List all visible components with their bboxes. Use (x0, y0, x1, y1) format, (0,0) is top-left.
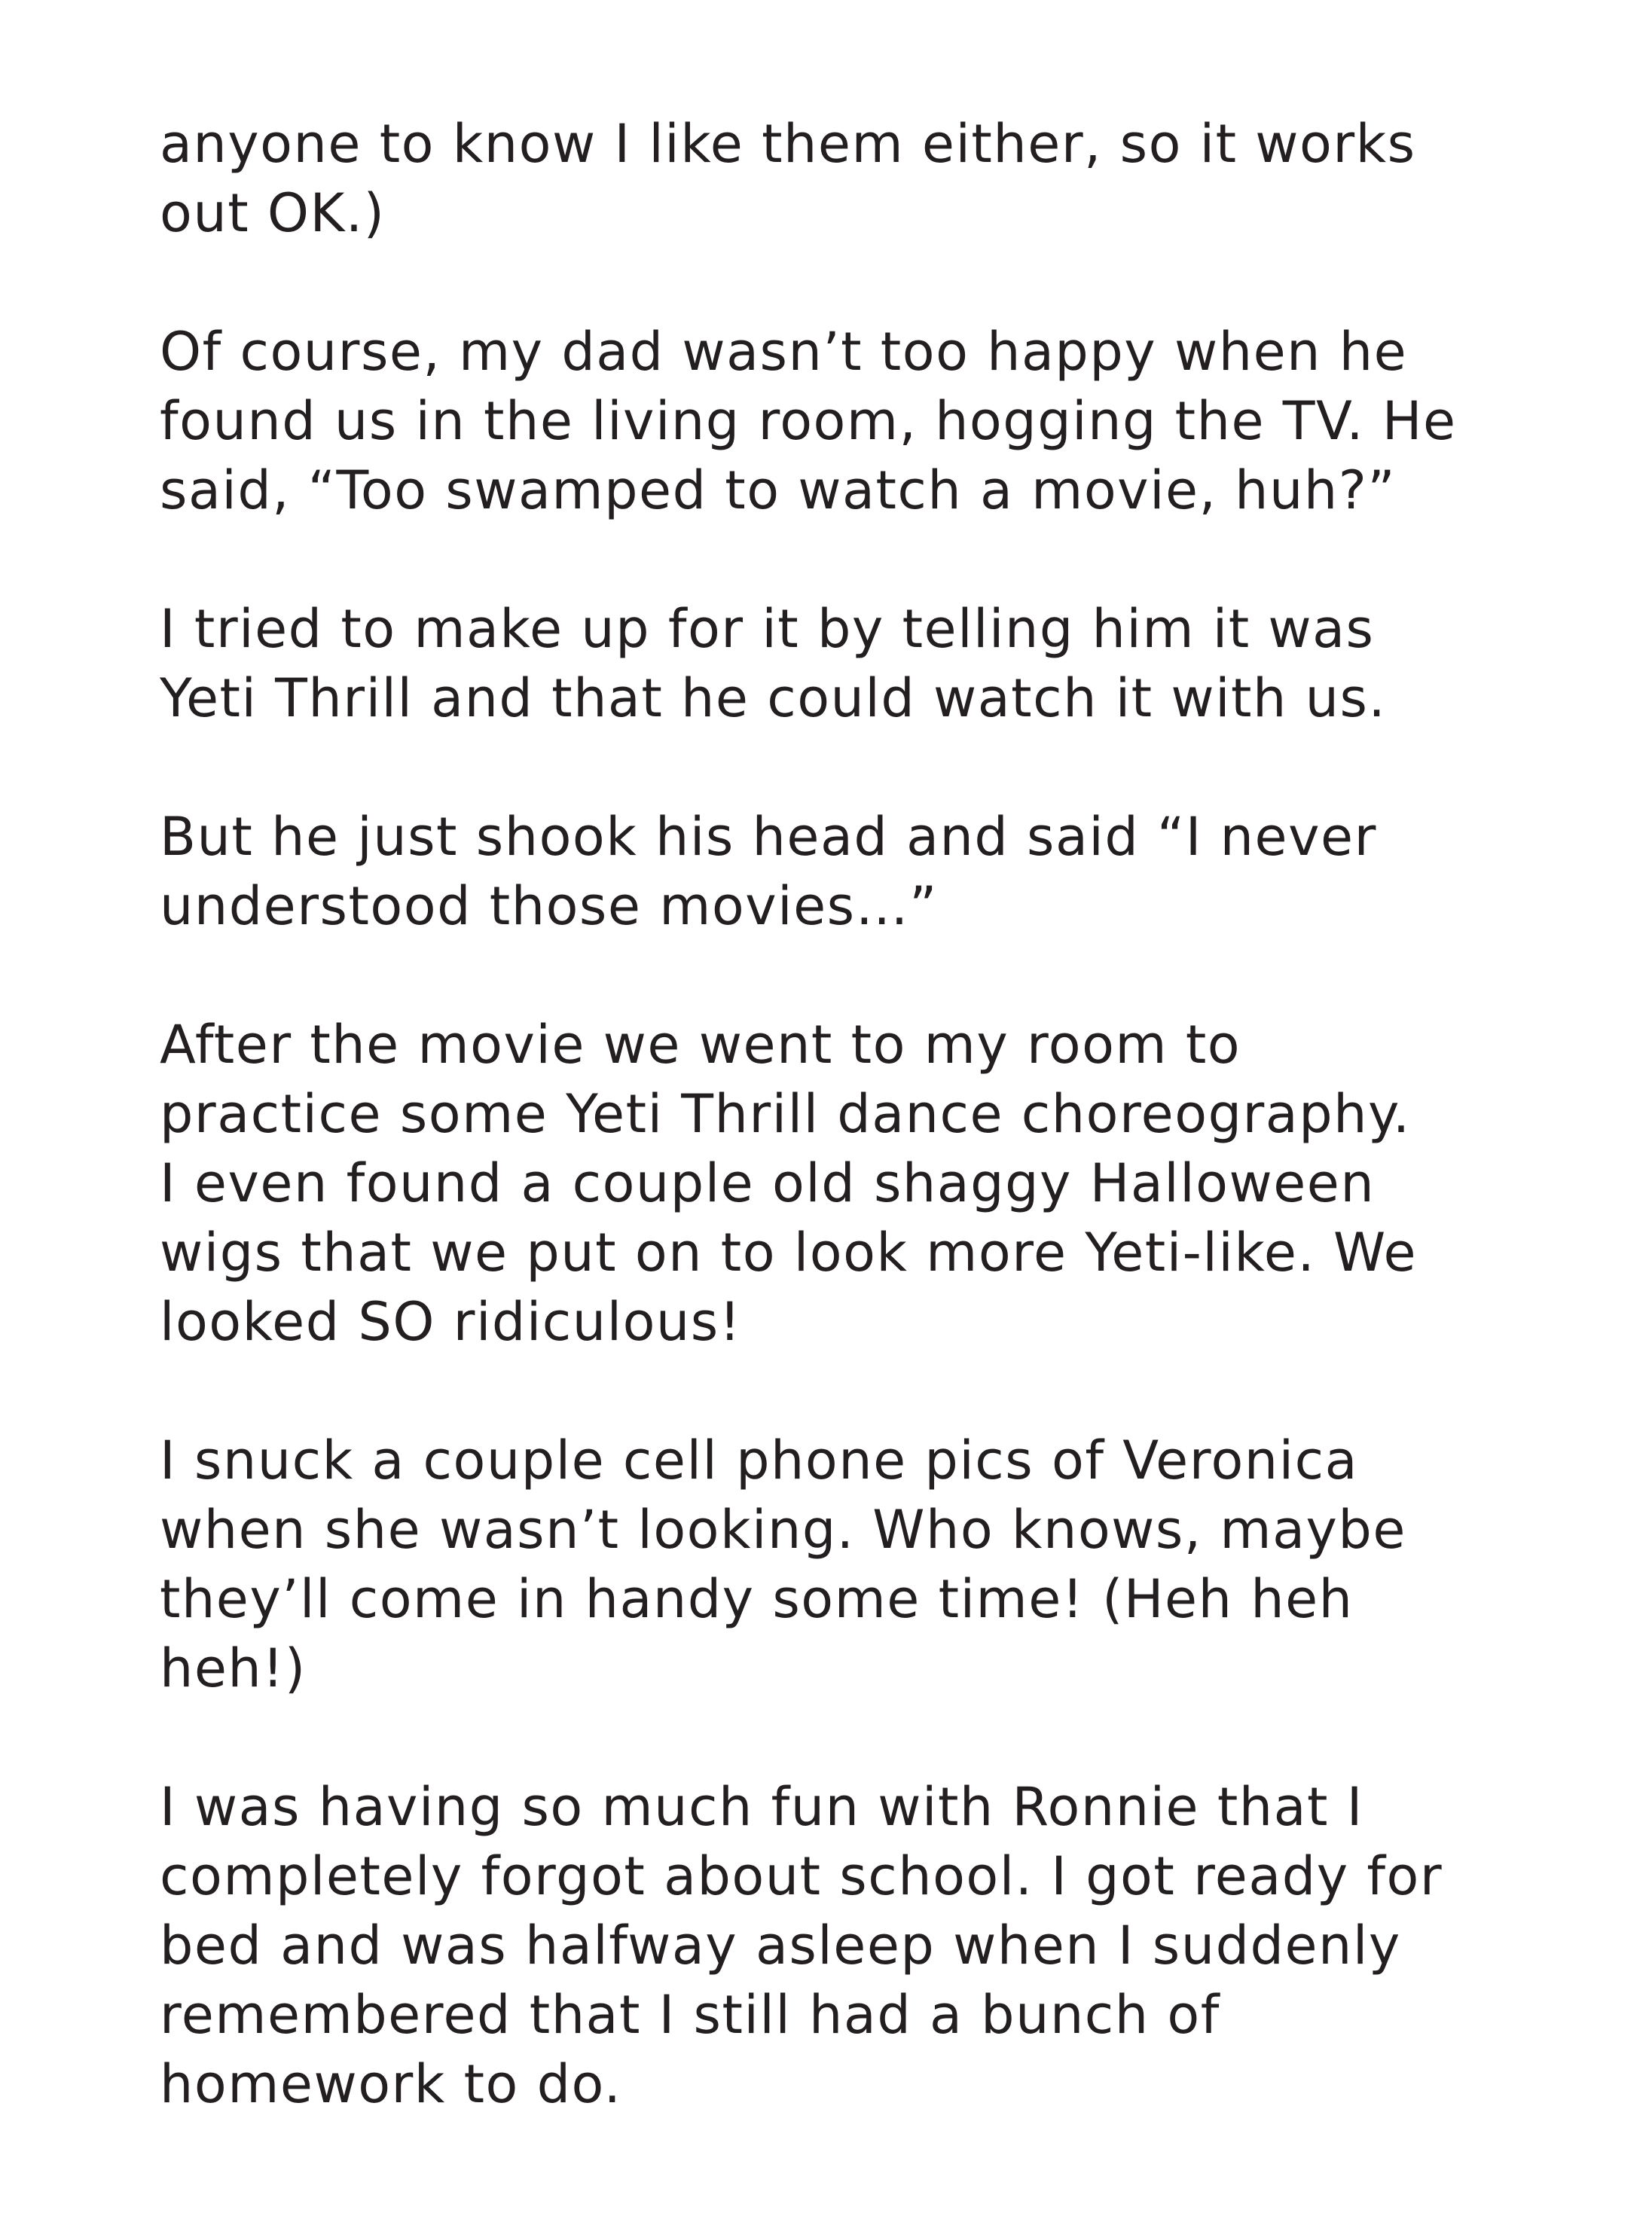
text-line: heh!) (160, 1637, 307, 1699)
text-line: they’ll come in handy some time! (Heh heh (160, 1568, 1354, 1630)
paragraph (160, 1010, 1591, 1357)
text-line: I even found a couple old shaggy Halloween (160, 1152, 1376, 1214)
text-line: After the movie we went to my room to (160, 1014, 1241, 1076)
paragraph-gap (160, 1703, 1591, 1772)
paragraph-gap (160, 733, 1591, 802)
paragraph-gap (160, 248, 1591, 317)
text-line: found us in the living room, hogging the TV. He (160, 390, 1457, 452)
text-line: But he just shook his head and said “I never (160, 806, 1377, 868)
text-line: Yeti Thrill and that he could watch it with us. (160, 667, 1387, 729)
paragraph-gap (160, 1357, 1591, 1426)
paragraph (160, 109, 1591, 248)
text-line: said, “Too swamped to watch a movie, huh?” (160, 459, 1397, 521)
text-line: Of course, my dad wasn’t too happy when he (160, 321, 1408, 383)
text-line: remembered that I still had a bunch of (160, 1984, 1220, 2046)
text-line: homework to do. (160, 2053, 622, 2115)
paragraph (160, 317, 1591, 525)
text-line: out OK.) (160, 182, 386, 244)
text-line: anyone to know I like them either, so it works (160, 113, 1416, 175)
text-line: practice some Yeti Thrill dance choreography. (160, 1083, 1411, 1145)
page-text (160, 109, 1591, 2119)
text-line: I snuck a couple cell phone pics of Veronica (160, 1430, 1358, 1491)
paragraph-gap (160, 941, 1591, 1010)
paragraph (160, 594, 1591, 733)
paragraph-gap (160, 525, 1591, 594)
text-line: bed and was halfway asleep when I suddenly (160, 1915, 1401, 1976)
text-line: I tried to make up for it by telling him it was (160, 598, 1375, 660)
text-line: looked SO ridiculous! (160, 1291, 742, 1353)
paragraph (160, 802, 1591, 941)
text-line: understood those movies…” (160, 875, 938, 937)
text-line: I was having so much fun with Ronnie that I (160, 1776, 1363, 1838)
paragraph (160, 1426, 1591, 1703)
paragraph (160, 1772, 1591, 2119)
text-line: completely forgot about school. I got ready for (160, 1845, 1443, 1907)
text-line: when she wasn’t looking. Who knows, maybe (160, 1499, 1406, 1561)
text-line: wigs that we put on to look more Yeti-like. We (160, 1222, 1418, 1283)
